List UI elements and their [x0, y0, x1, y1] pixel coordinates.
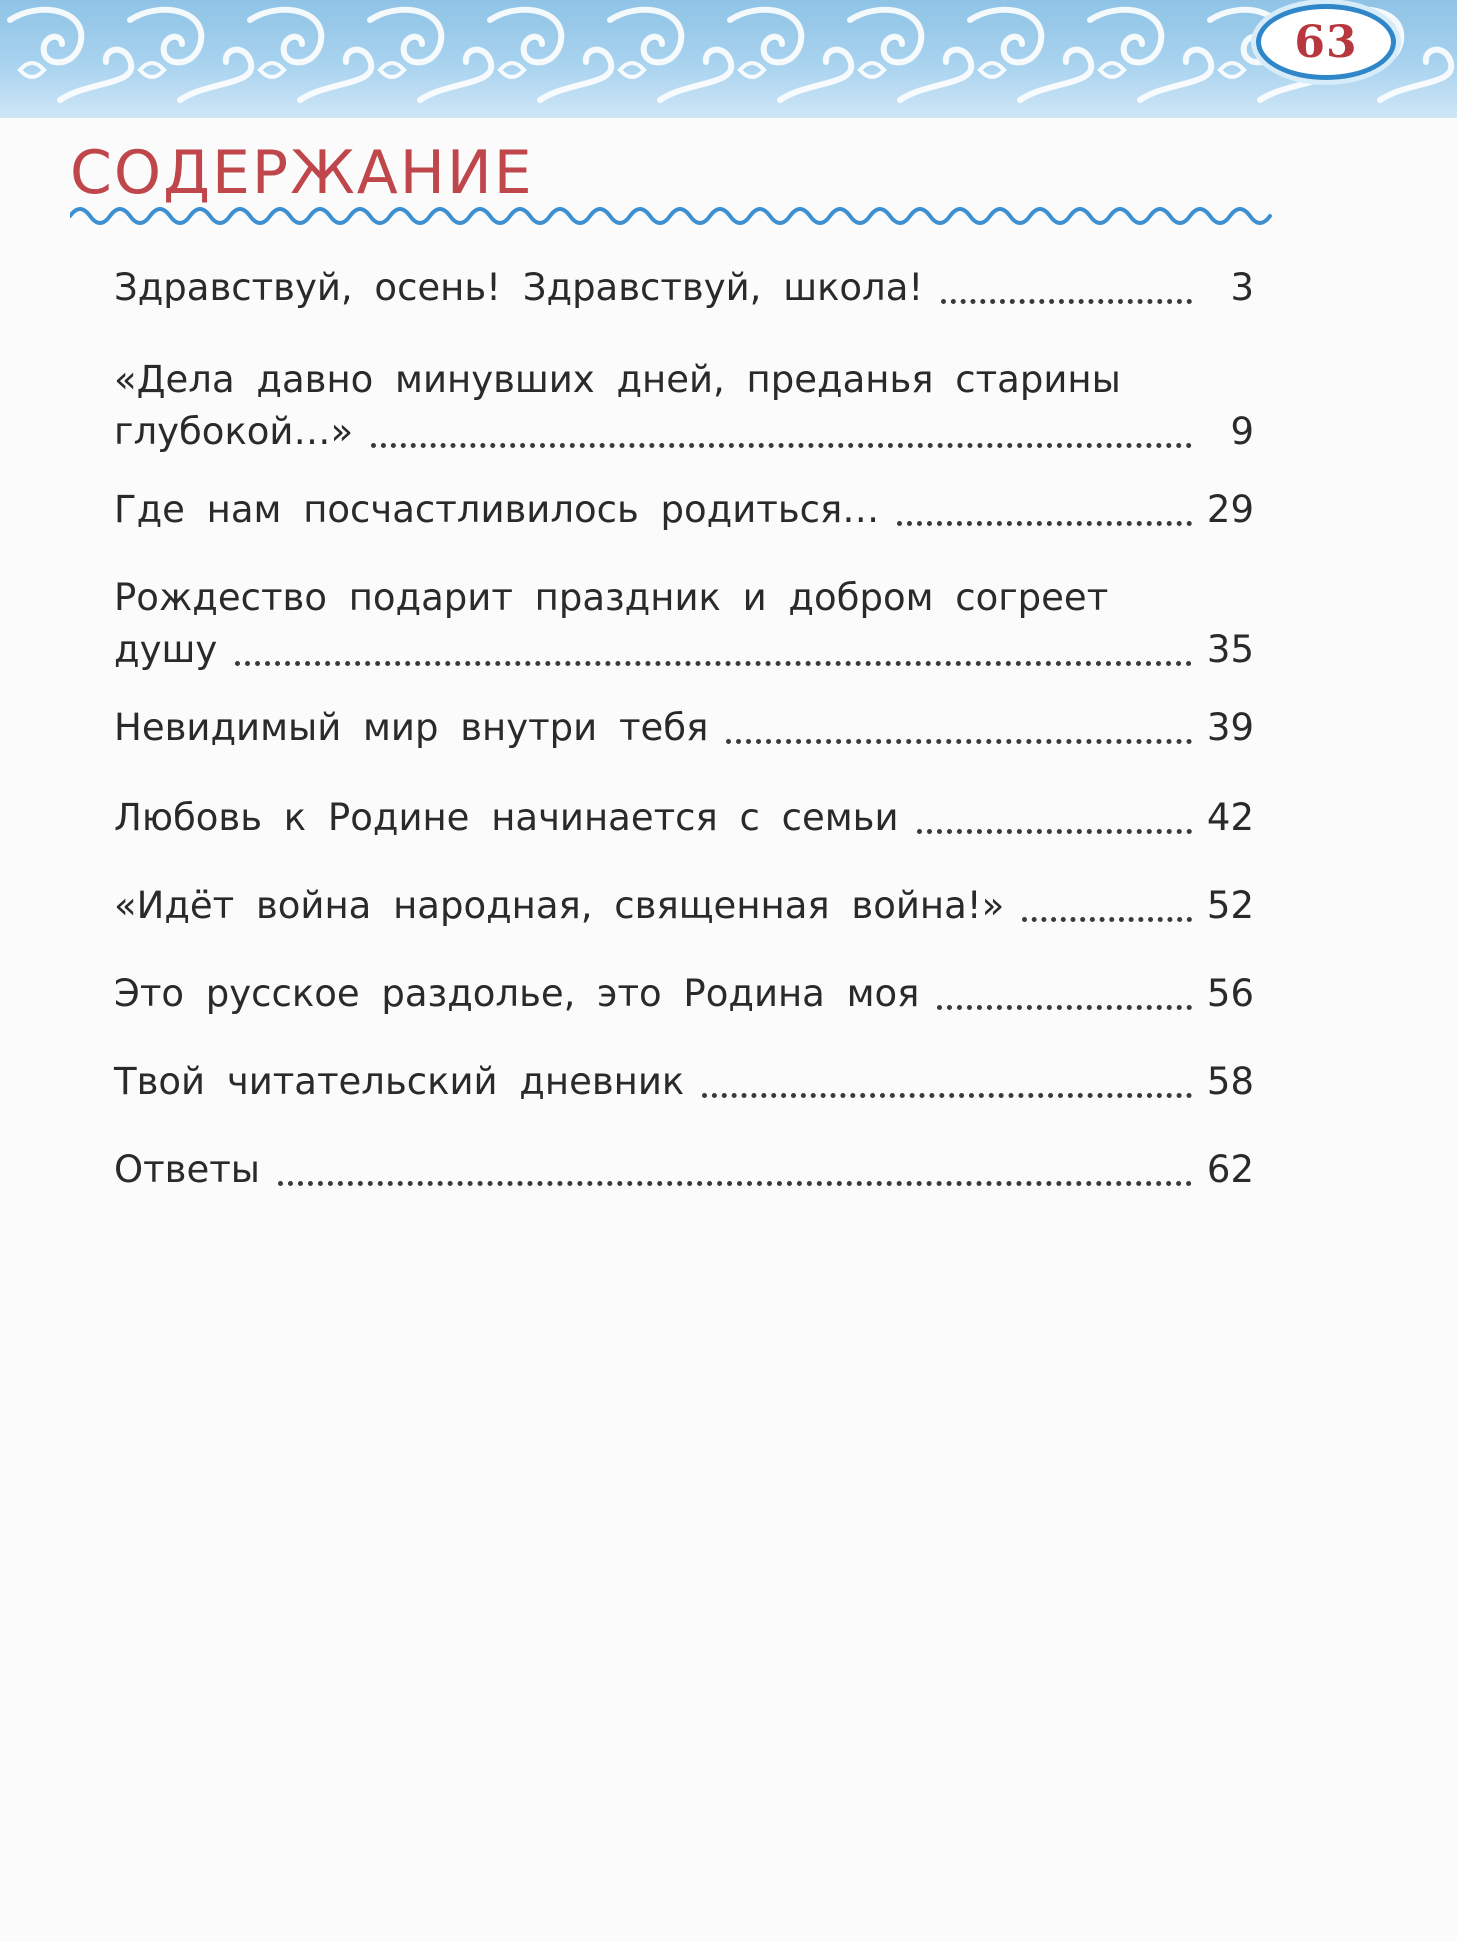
toc-entry-title: Это русское раздолье, это Родина моя — [114, 972, 920, 1015]
toc-entry — [114, 262, 1254, 314]
swirl-icon — [490, 10, 561, 63]
toc-entry-page: 42 — [1206, 796, 1254, 839]
dot-leader — [235, 661, 1192, 666]
toc-entry-title-line2: душу — [114, 628, 218, 671]
toc-entry-title-line2: глубокой…» — [114, 410, 354, 453]
leaf-icon — [500, 63, 524, 77]
dot-leader — [897, 521, 1192, 526]
toc-entry — [114, 792, 1254, 844]
toc-entry-title: Ответы — [114, 1148, 261, 1191]
toc-entry-title: Где нам посчастливилось родиться… — [114, 488, 880, 531]
page-number-badge — [1256, 4, 1396, 80]
toc-entry-page: 9 — [1230, 410, 1254, 453]
swirl-icon — [1090, 10, 1161, 63]
leaf-icon — [740, 63, 764, 77]
dot-leader — [1022, 917, 1192, 922]
leaf-icon — [140, 63, 164, 77]
toc-entry-title-line1: «Дела давно минувших дней, преданья старины — [114, 358, 1121, 401]
toc-entry-title: Твой читательский дневник — [114, 1060, 685, 1103]
wave-divider-icon — [70, 196, 1290, 230]
swirl-icon — [250, 10, 321, 63]
leaf-icon — [620, 63, 644, 77]
toc-entry — [114, 484, 1254, 536]
ornamental-header-band — [0, 0, 1457, 118]
toc-entry — [114, 1056, 1254, 1108]
swirl-icon — [130, 10, 201, 63]
leaf-icon — [860, 63, 884, 77]
toc-entry-title: Невидимый мир внутри тебя — [114, 706, 709, 749]
leaf-icon — [380, 63, 404, 77]
leaf-icon — [1220, 63, 1244, 77]
toc-entry — [114, 572, 1254, 676]
toc-entry-page: 58 — [1206, 1060, 1254, 1103]
swirl-icon — [850, 10, 921, 63]
swirl-ornament-icon — [0, 0, 1457, 118]
toc-entry-page: 35 — [1206, 628, 1254, 671]
page-title: СОДЕРЖАНИЕ — [70, 138, 534, 208]
dot-leader — [371, 443, 1192, 448]
dot-leader — [726, 739, 1192, 744]
dot-leader — [937, 1005, 1192, 1010]
toc-entry — [114, 1144, 1254, 1196]
toc-entry-title: Любовь к Родине начинается с семьи — [114, 796, 899, 839]
toc-entry-page: 62 — [1206, 1148, 1254, 1191]
toc-entry-title-line1: Рождество подарит праздник и добром согреет — [114, 576, 1109, 619]
toc-entry — [114, 354, 1254, 458]
swirl-icon — [730, 10, 801, 63]
swirl-icon — [610, 10, 681, 63]
toc-entry-page: 56 — [1206, 972, 1254, 1015]
leaf-icon — [1100, 63, 1124, 77]
toc-entry-title: «Идёт война народная, священная война!» — [114, 884, 1005, 927]
dot-leader — [702, 1093, 1192, 1098]
toc-entry — [114, 702, 1254, 754]
toc-entry-page: 3 — [1230, 266, 1254, 309]
toc-entry-title: Здравствуй, осень! Здравствуй, школа! — [114, 266, 924, 309]
dot-leader — [917, 829, 1193, 834]
swirl-icon — [970, 10, 1041, 63]
toc-entry — [114, 880, 1254, 932]
leaf-icon — [980, 63, 1004, 77]
leaf-icon — [20, 63, 44, 77]
toc-entry-page: 39 — [1206, 706, 1254, 749]
leaf-icon — [260, 63, 284, 77]
toc-entry-page: 29 — [1206, 488, 1254, 531]
dot-leader — [278, 1181, 1192, 1186]
toc-entry — [114, 968, 1254, 1020]
page-number: 63 — [1294, 16, 1358, 68]
swirl-icon — [10, 10, 81, 63]
swirl-icon — [370, 10, 441, 63]
dot-leader — [941, 299, 1192, 304]
toc-entry-page: 52 — [1206, 884, 1254, 927]
